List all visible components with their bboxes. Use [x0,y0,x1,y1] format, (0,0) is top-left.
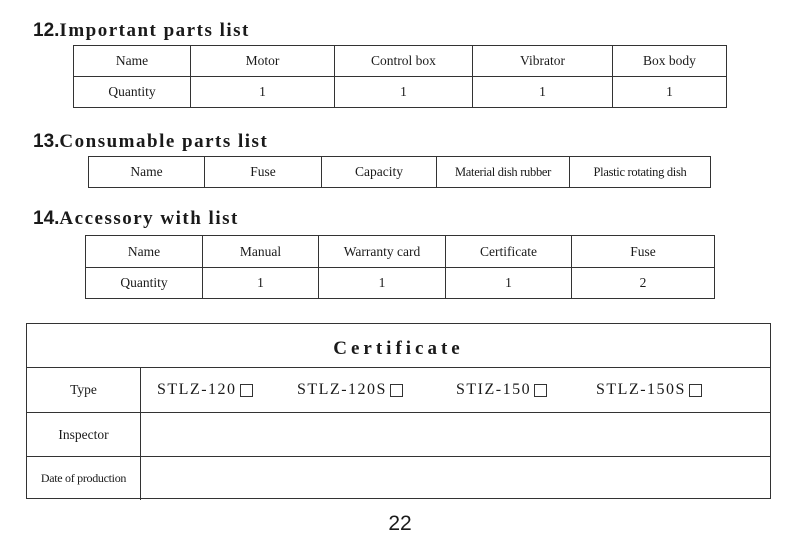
table-row [74,77,727,108]
checkbox-icon[interactable] [390,384,403,397]
quantity-cell: 1 [473,77,613,108]
header-cell: Fuse [205,157,322,188]
section-number: 14. [33,208,60,229]
checkbox-icon[interactable] [240,384,253,397]
type-option-label: STLZ-120S [297,381,387,398]
header-cell: Manual [203,236,319,268]
certificate-inspector-row [27,413,770,457]
checkbox-icon[interactable] [534,384,547,397]
type-option-stiz-150[interactable] [456,368,547,412]
type-label: Type [27,368,141,412]
quantity-cell: 2 [572,268,715,299]
certificate-box [26,323,771,499]
type-option-label: STLZ-120 [157,381,237,398]
quantity-cell: 1 [191,77,335,108]
header-cell: Vibrator [473,46,613,77]
row-label: Quantity [86,268,203,299]
table-row [86,268,715,299]
header-cell: Capacity [322,157,437,188]
certificate-title: Certificate [27,324,770,368]
section-title: Consumable parts list [59,131,269,152]
consumable-parts-heading [33,131,268,153]
inspector-field[interactable] [141,413,770,456]
certificate-type-row [27,368,770,413]
table-row [74,46,727,77]
quantity-cell: 1 [335,77,473,108]
important-parts-table [73,45,727,108]
header-cell: Name [74,46,191,77]
header-cell: Warranty card [319,236,446,268]
quantity-cell: 1 [446,268,572,299]
header-cell: Material dish rubber [437,157,570,188]
consumable-parts-table [88,156,711,188]
table-row [86,236,715,268]
quantity-cell: 1 [203,268,319,299]
section-title: Accessory with list [59,208,239,229]
section-number: 12. [33,20,60,41]
accessory-list-heading [33,208,239,230]
inspector-label: Inspector [27,413,141,456]
header-cell: Plastic rotating dish [570,157,711,188]
header-cell: Name [89,157,205,188]
quantity-cell: 1 [319,268,446,299]
type-option-stlz-120s[interactable] [297,368,403,412]
page-number: 22 [388,512,412,535]
header-cell: Box body [613,46,727,77]
quantity-cell: 1 [613,77,727,108]
checkbox-icon[interactable] [689,384,702,397]
type-option-stlz-120[interactable] [157,368,253,412]
date-of-production-label: Date of production [27,457,141,500]
certificate-date-row [27,457,770,500]
type-option-label: STLZ-150S [596,381,686,398]
section-title: Important parts list [59,20,250,41]
important-parts-heading [33,20,250,42]
date-of-production-field[interactable] [141,457,770,500]
row-label: Quantity [74,77,191,108]
section-number: 13. [33,131,60,152]
header-cell: Control box [335,46,473,77]
header-cell: Name [86,236,203,268]
accessory-list-table [85,235,715,299]
header-cell: Certificate [446,236,572,268]
header-cell: Fuse [572,236,715,268]
type-option-stlz-150s[interactable] [596,368,702,412]
header-cell: Motor [191,46,335,77]
table-row [89,157,711,188]
type-option-label: STIZ-150 [456,381,532,398]
